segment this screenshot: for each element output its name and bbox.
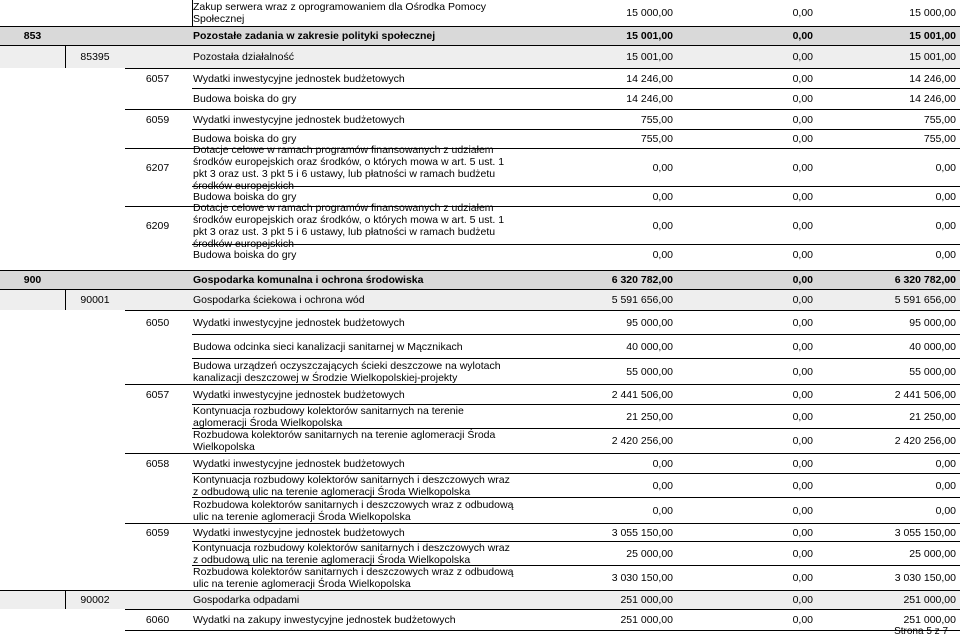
row-description: Pozostałe zadania w zakresie polityki społecznej: [193, 30, 436, 42]
row-description: Kontynuacja rozbudowy kolektorów sanitarnych i deszczowych wraz z odbudową ulic na terenie aglomeracji Środa Wielkopolska: [193, 473, 510, 498]
row-amount-after: 15 001,00: [909, 30, 956, 42]
row-amount-after: 0,00: [935, 161, 956, 174]
row-description: Budowa odcinka sieci kanalizacji sanitarnej w Mącznikach: [193, 340, 463, 353]
row-amount-after: 755,00: [923, 113, 956, 126]
row-paragraph-code: 6059: [145, 526, 170, 539]
row-amount-after: 14 246,00: [909, 93, 956, 105]
row-paragraph-code: 6059: [145, 113, 170, 126]
table-row-task: [192, 428, 960, 453]
row-amount-after: 251 000,00: [903, 614, 956, 626]
row-amount-plan: 0,00: [652, 504, 673, 517]
row-amount-after: 40 000,00: [909, 340, 956, 353]
row-description: Dotacje celowe w ramach programów finansowanych z udziałem środków europejskich oraz środków, o których mowa w art. 5 ust. 1 pkt 3 oraz ust. 3 pkt 5 i 6 ustawy, lub płatności w ramach budżetu środków europejskich: [193, 143, 505, 192]
row-description: Rozbudowa kolektorów sanitarnych i deszczowych wraz z odbudową ulic na terenie aglomeracji Środa Wielkopolska: [193, 498, 514, 523]
row-paragraph-code: 6060: [145, 614, 170, 626]
row-amount-after: 15 000,00: [909, 7, 956, 19]
table-row-chapter: [0, 590, 960, 609]
row-description: Wydatki inwestycyjne jednostek budżetowych: [193, 457, 405, 470]
table-row-task: [192, 497, 960, 523]
row-amount-change: 0,00: [792, 190, 813, 203]
row-amount-after: 0,00: [935, 457, 956, 470]
row-section-code: 853: [23, 30, 42, 42]
row-amount-change: 0,00: [792, 547, 813, 560]
row-amount-after: 0,00: [935, 479, 956, 492]
row-amount-after: 755,00: [923, 133, 956, 145]
row-amount-change: 0,00: [792, 274, 813, 286]
row-paragraph-code: 6207: [145, 161, 170, 174]
row-amount-after: 21 250,00: [909, 410, 956, 423]
table-row-paragraph: [125, 109, 960, 129]
table-row-task: [192, 334, 960, 358]
row-description: Dotacje celowe w ramach programów finansowanych z udziałem środków europejskich oraz środków, o których mowa w art. 5 ust. 1 pkt 3 oraz ust. 3 pkt 5 i 6 ustawy, lub płatności w ramach budżetu środków europejskich: [193, 201, 505, 250]
row-amount-plan: 15 000,00: [626, 7, 673, 19]
row-amount-after: 0,00: [935, 190, 956, 203]
row-description: Budowa boiska do gry: [193, 93, 297, 105]
row-amount-after: 0,00: [935, 219, 956, 232]
row-amount-after: 5 591 656,00: [894, 294, 956, 306]
table-row-paragraph: [125, 453, 960, 473]
row-paragraph-code: 6209: [145, 219, 170, 232]
row-amount-change: 0,00: [792, 316, 813, 329]
row-amount-after: 3 055 150,00: [894, 526, 956, 539]
row-chapter-code: 90001: [80, 294, 110, 306]
row-amount-change: 0,00: [792, 614, 813, 626]
row-amount-plan: 2 420 256,00: [611, 435, 673, 447]
row-amount-plan: 0,00: [652, 479, 673, 492]
row-paragraph-code: 6050: [145, 316, 170, 329]
row-amount-plan: 95 000,00: [626, 316, 673, 329]
row-amount-change: 0,00: [792, 457, 813, 470]
row-description: Zakup serwera wraz z oprogramowaniem dla Ośrodka Pomocy Społecznej: [193, 1, 486, 25]
row-amount-change: 0,00: [792, 161, 813, 174]
row-amount-change: 0,00: [792, 219, 813, 232]
row-amount-after: 2 441 506,00: [894, 388, 956, 401]
row-description: Wydatki na zakupy inwestycyjne jednostek budżetowych: [193, 614, 456, 626]
row-description: Wydatki inwestycyjne jednostek budżetowych: [193, 113, 405, 126]
row-amount-change: 0,00: [792, 526, 813, 539]
row-amount-change: 0,00: [792, 504, 813, 517]
row-amount-plan: 21 250,00: [626, 410, 673, 423]
row-amount-plan: 5 591 656,00: [611, 294, 673, 306]
table-row-chapter: [0, 45, 960, 68]
row-amount-plan: 0,00: [652, 161, 673, 174]
table-row-paragraph: [125, 609, 960, 631]
table-row-paragraph: [125, 68, 960, 88]
row-amount-plan: 251 000,00: [620, 594, 673, 606]
table-row: [0, 0, 960, 26]
row-amount-after: 0,00: [935, 504, 956, 517]
row-amount-plan: 251 000,00: [620, 614, 673, 626]
row-amount-after: 15 001,00: [909, 51, 956, 63]
table-row-section: [0, 26, 960, 45]
row-amount-change: 0,00: [792, 388, 813, 401]
row-description: Budowa boiska do gry: [193, 190, 297, 203]
row-amount-after: 14 246,00: [909, 72, 956, 85]
table-row-paragraph: [125, 384, 960, 404]
row-description: Rozbudowa kolektorów sanitarnych na terenie aglomeracji Środa Wielkopolska: [193, 429, 496, 453]
row-amount-after: 95 000,00: [909, 316, 956, 329]
row-description: Wydatki inwestycyjne jednostek budżetowych: [193, 316, 405, 329]
row-amount-after: 3 030 150,00: [894, 572, 956, 584]
table-row-paragraph: [125, 201, 960, 250]
row-description: Budowa boiska do gry: [193, 133, 297, 145]
row-amount-after: 55 000,00: [909, 365, 956, 378]
row-amount-plan: 15 001,00: [626, 30, 673, 42]
row-amount-change: 0,00: [792, 113, 813, 126]
row-amount-plan: 14 246,00: [626, 72, 673, 85]
row-amount-plan: 755,00: [640, 133, 673, 145]
row-amount-plan: 3 055 150,00: [611, 526, 673, 539]
row-amount-after: 0,00: [935, 248, 956, 261]
row-amount-plan: 3 030 150,00: [611, 572, 673, 584]
row-amount-plan: 15 001,00: [626, 51, 673, 63]
page-number: Strona 5 z 7: [894, 626, 948, 637]
row-section-code: 900: [23, 274, 42, 286]
table-row-section: [0, 270, 960, 289]
row-paragraph-code: 6057: [145, 388, 170, 401]
table-row-paragraph: [125, 310, 960, 334]
row-description: Budowa urządzeń oczyszczających ścieki deszczowe na wylotach kanalizacji deszczowej w Środzie Wielkopolskiej-projekty: [193, 359, 501, 384]
row-amount-after: 25 000,00: [909, 547, 956, 560]
table-row-paragraph: [125, 523, 960, 541]
table-row-task: [192, 404, 960, 428]
row-amount-change: 0,00: [792, 30, 813, 42]
row-amount-after: 2 420 256,00: [894, 435, 956, 447]
row-amount-change: 0,00: [792, 51, 813, 63]
row-amount-change: 0,00: [792, 93, 813, 105]
row-amount-plan: 0,00: [652, 457, 673, 470]
row-amount-plan: 755,00: [640, 113, 673, 126]
row-amount-plan: 0,00: [652, 219, 673, 232]
row-description: Wydatki inwestycyjne jednostek budżetowych: [193, 388, 405, 401]
row-amount-change: 0,00: [792, 294, 813, 306]
row-description: Gospodarka ściekowa i ochrona wód: [193, 294, 365, 306]
row-amount-change: 0,00: [792, 7, 813, 19]
table-row-paragraph: [125, 143, 960, 192]
row-amount-change: 0,00: [792, 410, 813, 423]
row-description: Gospodarka komunalna i ochrona środowiska: [193, 274, 424, 286]
row-description: Gospodarka odpadami: [193, 594, 300, 606]
row-description: Wydatki inwestycyjne jednostek budżetowych: [193, 526, 405, 539]
row-amount-plan: 55 000,00: [626, 365, 673, 378]
table-row-task: [192, 473, 960, 497]
row-amount-change: 0,00: [792, 72, 813, 85]
row-amount-after: 251 000,00: [903, 594, 956, 606]
row-paragraph-code: 6057: [145, 72, 170, 85]
row-amount-plan: 40 000,00: [626, 340, 673, 353]
row-amount-plan: 6 320 782,00: [611, 274, 673, 286]
row-amount-plan: 25 000,00: [626, 547, 673, 560]
row-amount-plan: 0,00: [652, 248, 673, 261]
row-amount-change: 0,00: [792, 572, 813, 584]
table-row-task: [192, 565, 960, 590]
row-amount-change: 0,00: [792, 435, 813, 447]
row-amount-change: 0,00: [792, 248, 813, 261]
row-amount-change: 0,00: [792, 594, 813, 606]
row-amount-after: 6 320 782,00: [894, 274, 956, 286]
table-row-task: [192, 541, 960, 565]
row-amount-change: 0,00: [792, 340, 813, 353]
row-amount-change: 0,00: [792, 133, 813, 145]
table-row-task: [192, 244, 960, 264]
row-amount-plan: 14 246,00: [626, 93, 673, 105]
row-chapter-code: 85395: [80, 51, 110, 63]
table-row-chapter: [0, 289, 960, 310]
row-amount-change: 0,00: [792, 479, 813, 492]
row-chapter-code: 90002: [80, 594, 110, 606]
row-description: Kontynuacja rozbudowy kolektorów sanitarnych na terenie aglomeracji Środa Wielkopolska: [193, 404, 464, 429]
row-description: Pozostała działalność: [193, 51, 294, 63]
row-description: Wydatki inwestycyjne jednostek budżetowych: [193, 72, 405, 85]
row-amount-plan: 2 441 506,00: [611, 388, 673, 401]
row-paragraph-code: 6058: [145, 457, 170, 470]
row-amount-change: 0,00: [792, 365, 813, 378]
row-description: Rozbudowa kolektorów sanitarnych i deszczowych wraz z odbudową ulic na terenie aglomeracji Środa Wielkopolska: [193, 566, 514, 590]
row-description: Budowa boiska do gry: [193, 248, 297, 261]
row-description: Kontynuacja rozbudowy kolektorów sanitarnych i deszczowych wraz z odbudową ulic na terenie aglomeracji Środa Wielkopolska: [193, 541, 510, 566]
table-row-task: [192, 88, 960, 109]
table-row-task: [192, 358, 960, 384]
row-amount-plan: 0,00: [652, 190, 673, 203]
